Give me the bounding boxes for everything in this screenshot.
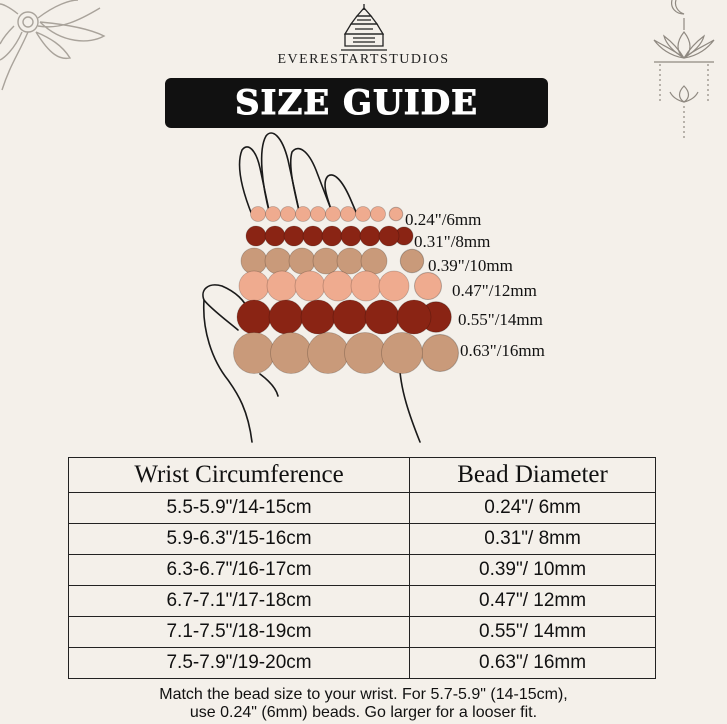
table-row <box>69 493 656 524</box>
bead-label-16mm: 0.63"/16mm <box>460 341 545 360</box>
bead <box>265 248 291 274</box>
bead <box>400 249 423 272</box>
wrist-cell: 6.3-6.7"/16-17cm <box>69 555 410 586</box>
bead <box>341 207 356 222</box>
bead <box>415 273 442 300</box>
bead <box>360 226 380 246</box>
bead-cell: 0.24"/ 6mm <box>410 493 656 524</box>
bead <box>301 300 335 334</box>
bead <box>382 333 423 374</box>
bead <box>323 271 353 301</box>
fit-note <box>0 686 727 722</box>
table-row <box>69 524 656 555</box>
bead <box>345 333 386 374</box>
bead <box>397 300 431 334</box>
bead <box>379 226 399 246</box>
bead <box>351 271 381 301</box>
header-bead-diameter: Bead Diameter <box>410 458 656 493</box>
bead-label-12mm: 0.47"/12mm <box>452 281 537 300</box>
bead-label-8mm: 0.31"/8mm <box>414 232 491 251</box>
bead <box>296 207 311 222</box>
table-header-row <box>69 458 656 493</box>
bead <box>326 207 341 222</box>
bead-cell: 0.63"/ 16mm <box>410 648 656 679</box>
bead <box>241 248 267 274</box>
bead-label-6mm: 0.24"/6mm <box>405 210 482 229</box>
bead-cell: 0.47"/ 12mm <box>410 586 656 617</box>
bead <box>365 300 399 334</box>
bracelet-1 <box>251 207 403 222</box>
bead <box>303 226 323 246</box>
bead <box>271 333 312 374</box>
bead <box>341 226 361 246</box>
bead <box>371 207 386 222</box>
bead <box>246 226 266 246</box>
wrist-cell: 5.5-5.9"/14-15cm <box>69 493 410 524</box>
bead <box>266 207 281 222</box>
header-wrist-circumference: Wrist Circumference <box>69 458 410 493</box>
bead <box>308 333 349 374</box>
bead <box>389 207 403 221</box>
bead-label-10mm: 0.39"/10mm <box>428 256 513 275</box>
bead <box>251 207 266 222</box>
bracelet-6 <box>234 333 459 374</box>
temple-logo-icon <box>335 2 393 54</box>
bead-cell: 0.39"/ 10mm <box>410 555 656 586</box>
table-row <box>69 555 656 586</box>
bead <box>361 248 387 274</box>
bead <box>281 207 296 222</box>
bead <box>337 248 363 274</box>
table-row <box>69 586 656 617</box>
bead <box>269 300 303 334</box>
bead <box>284 226 304 246</box>
bracelet-2 <box>246 226 413 246</box>
bead-label-14mm: 0.55"/14mm <box>458 310 543 329</box>
bead <box>313 248 339 274</box>
wrist-cell: 7.1-7.5"/18-19cm <box>69 617 410 648</box>
hanging-lotus-icon <box>640 0 727 150</box>
bead <box>237 300 271 334</box>
lotus-mandala-icon <box>0 0 110 100</box>
size-table <box>68 457 656 679</box>
fit-note-line-2: use 0.24" (6mm) beads. Go larger for a looser fit. <box>189 704 538 721</box>
wrist-cell: 7.5-7.9"/19-20cm <box>69 648 410 679</box>
bead <box>265 226 285 246</box>
table-row <box>69 648 656 679</box>
fit-note-line-1: Match the bead size to your wrist. For 5.7-5.9" (14-15cm), <box>159 686 568 703</box>
table-row <box>69 617 656 648</box>
title-banner <box>165 78 548 128</box>
bracelet-3 <box>241 248 424 274</box>
bead <box>289 248 315 274</box>
bead <box>267 271 297 301</box>
bead <box>356 207 371 222</box>
bead <box>422 335 459 372</box>
brand-name: EVERESTARTSTUDIOS <box>277 52 450 67</box>
bead <box>333 300 367 334</box>
wrist-cell: 5.9-6.3"/15-16cm <box>69 524 410 555</box>
bead <box>311 207 326 222</box>
page-title: SIZE GUIDE <box>234 83 479 123</box>
bead <box>379 271 409 301</box>
bead <box>295 271 325 301</box>
bead <box>234 333 275 374</box>
bead <box>322 226 342 246</box>
wrist-cell: 6.7-7.1"/17-18cm <box>69 586 410 617</box>
bead-cell: 0.55"/ 14mm <box>410 617 656 648</box>
bracelet-5 <box>237 300 451 334</box>
bead <box>239 271 269 301</box>
bracelet-4 <box>239 271 442 301</box>
bead-cell: 0.31"/ 8mm <box>410 524 656 555</box>
